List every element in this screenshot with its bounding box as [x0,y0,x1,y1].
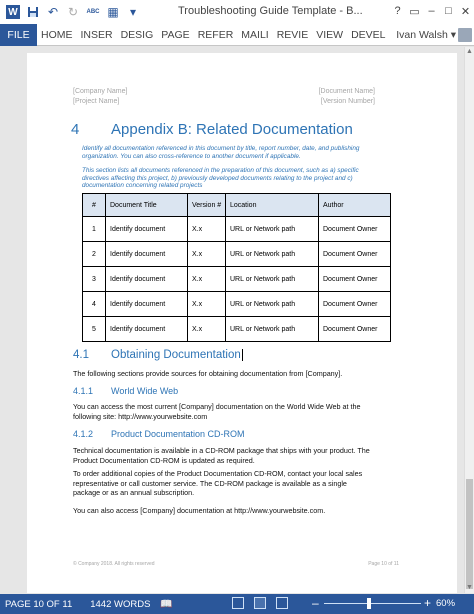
header-project-name: [Project Name] [73,98,120,105]
page-footer-right: Page 10 of 11 [368,561,399,567]
instruction-note: Identify all documentation referenced in this document by title, report number, date, and publishing organization. You can also cross-reference to another document if applicable. [82,145,360,160]
column-header-number: # [83,194,106,217]
column-header-location: Location [226,194,319,217]
tab-developer[interactable]: DEVEL [351,28,386,41]
table-cell: Document Owner [319,267,391,292]
redo-icon[interactable]: ↻ [67,5,79,19]
table-cell: URL or Network path [226,217,319,242]
documents-table [82,193,391,342]
table-cell: 2 [83,242,106,267]
zoom-slider[interactable] [324,603,421,604]
print-layout-icon[interactable] [254,597,266,609]
section-number: 4.1 [73,349,89,361]
spelling-icon[interactable]: ABC [86,9,100,15]
heading-number: 4 [71,121,80,138]
table-cell: Identify document [106,217,188,242]
table-cell: Document Owner [319,217,391,242]
header-version-number: [Version Number] [320,98,375,105]
tab-view[interactable]: VIEW [316,28,344,41]
instruction-note-2: This section lists all documents referenced in the preparation of this document, such as a) specific directives affecting this project, b) previously developed documents relating to the project and c) documentation concerning related projects [82,167,359,190]
table-cell: Identify document [106,267,188,292]
text-cursor [242,349,243,361]
table-cell: 5 [83,317,106,342]
proofing-icon[interactable]: 📖 [160,598,173,610]
read-mode-icon[interactable] [232,597,244,609]
table-cell: X.x [188,242,226,267]
zoom-out-button[interactable]: – [312,596,319,610]
zoom-level[interactable]: 60% [436,598,456,609]
tab-mailings[interactable]: MAILI [241,28,269,41]
table-cell: X.x [188,217,226,242]
vertical-scrollbar[interactable] [464,47,474,593]
column-header-author: Author [319,194,391,217]
column-header-document-title: Document Title [106,194,188,217]
tab-design[interactable]: DESIG [120,28,154,41]
table-header-row [83,194,391,217]
tab-page-layout[interactable]: PAGE [161,28,190,41]
table-cell: 4 [83,292,106,317]
subsection-number: 4.1.1 [73,386,94,396]
subsection-paragraph-2: Technical documentation is available in a CD-ROM package that ships with your product. The Product Documentation CD-ROM is updated as required. [73,446,370,465]
avatar[interactable] [458,28,472,42]
header-document-name: [Document Name] [318,88,375,95]
table-cell: Document Owner [319,292,391,317]
user-name-label: Ivan Walsh [396,29,448,41]
chevron-down-icon: ▾ [450,29,456,41]
tab-file[interactable]: FILE [0,24,37,46]
subsection-paragraph-4: You can also access [Company] documentation at http://www.yourwebsite.com. [73,506,326,515]
print-preview-icon[interactable]: ▦ [107,5,119,19]
close-button[interactable]: ✕ [460,5,471,18]
tab-references[interactable]: REFER [197,28,234,41]
undo-icon[interactable]: ↶ [47,5,59,19]
table-cell: 3 [83,267,106,292]
page-count[interactable]: PAGE 10 OF 11 [5,598,73,610]
document-area[interactable] [0,47,464,593]
table-row [83,317,391,342]
table-cell: Document Owner [319,242,391,267]
customize-toolbar-icon[interactable]: ▾ [129,5,137,19]
tab-home[interactable]: HOME [41,28,73,41]
subsection-heading: World Wide Web [111,386,179,396]
table-cell: Identify document [106,292,188,317]
tab-insert[interactable]: INSER [80,28,113,41]
quick-access-toolbar [0,3,142,21]
table-cell: Identify document [106,317,188,342]
subsection-heading-2: Product Documentation CD-ROM [111,429,245,439]
table-cell: URL or Network path [226,317,319,342]
maximize-button[interactable]: □ [445,5,452,17]
scrollbar-thumb[interactable] [466,479,473,589]
table-cell: URL or Network path [226,242,319,267]
title-bar [0,0,474,24]
zoom-slider-thumb[interactable] [367,598,371,609]
table-row [83,217,391,242]
word-logo-icon: W [4,3,22,21]
table-row [83,242,391,267]
scroll-down-icon[interactable]: ▼ [466,584,473,591]
view-buttons [232,597,288,609]
table-cell: URL or Network path [226,292,319,317]
table-cell: X.x [188,317,226,342]
tab-review[interactable]: REVIE [276,28,309,41]
table-row [83,292,391,317]
word-count[interactable]: 1442 WORDS [90,598,151,610]
web-layout-icon[interactable] [276,597,288,609]
subsection-paragraph: You can access the most current [Company] documentation on the World Wide Web at the following site: http://www.yourwebsite.com [73,402,361,421]
section-heading-text: Obtaining Documentation [111,349,241,362]
scroll-up-icon[interactable]: ▲ [466,48,473,55]
table-cell: URL or Network path [226,267,319,292]
table-cell: X.x [188,292,226,317]
header-company-name: [Company Name] [73,88,128,95]
help-button[interactable]: ? [394,5,401,17]
section-paragraph: The following sections provide sources for obtaining documentation from [Company]. [73,369,343,378]
table-row [83,267,391,292]
table-cell: 1 [83,217,106,242]
subsection-number-2: 4.1.2 [73,429,94,439]
minimize-button[interactable]: – [428,5,435,17]
window-title: Troubleshooting Guide Template - B... [178,5,363,17]
document-page[interactable] [27,53,457,593]
user-name[interactable] [396,24,456,46]
table-cell: Document Owner [319,317,391,342]
section-heading [111,349,243,361]
ribbon-display-button[interactable]: ▭ [409,5,420,18]
window-controls [389,0,474,22]
zoom-in-button[interactable]: + [424,596,432,610]
save-icon[interactable] [24,3,42,21]
table-cell: X.x [188,267,226,292]
page-footer-left: © Company 2018. All rights reserved [73,561,155,567]
column-header-version: Version # [188,194,226,217]
status-bar [0,594,474,614]
subsection-paragraph-3: To order additional copies of the Product Documentation CD-ROM, contact your local sales representative or call customer service. The CD-ROM package is available as a single package or as an annual subscription. [73,469,363,498]
page-title: Appendix B: Related Documentation [111,121,353,138]
table-cell: Identify document [106,242,188,267]
